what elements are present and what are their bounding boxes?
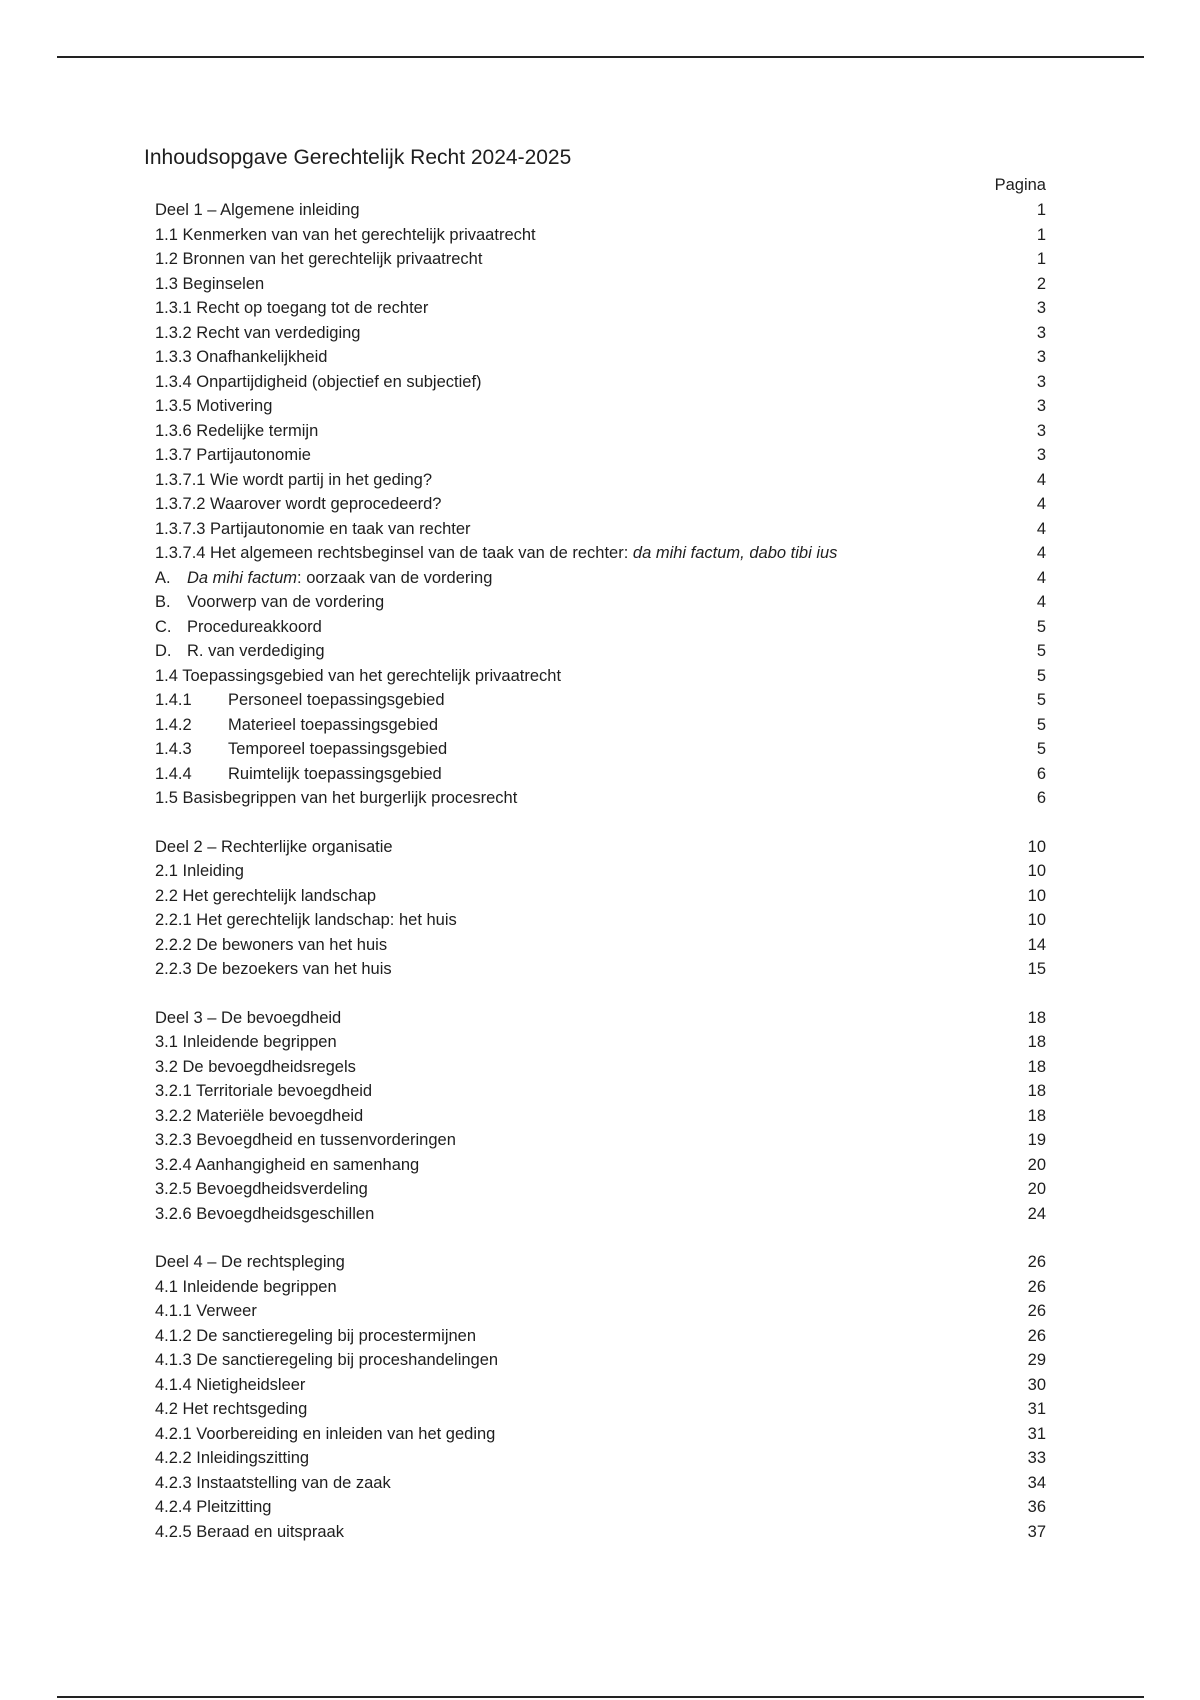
toc-entry [155, 223, 1046, 248]
toc-entry-page-number: 37 [1027, 1522, 1046, 1541]
toc-entry [155, 713, 1046, 738]
toc-entry-page-number: 3 [1036, 372, 1046, 391]
toc-entry-label [155, 786, 517, 811]
toc-entry [155, 468, 1046, 493]
toc-entry [155, 247, 1046, 272]
toc-entry [155, 1006, 1046, 1031]
toc-entry-label [155, 1177, 368, 1202]
toc-entry-label [155, 1348, 498, 1373]
toc-entry [155, 1128, 1046, 1153]
toc-entry-label [155, 443, 311, 468]
toc-entry-page-number: 26 [1027, 1253, 1046, 1271]
toc-entry-label [155, 615, 322, 640]
toc-entry [155, 762, 1046, 787]
toc-entry [155, 664, 1046, 689]
toc-entry-page-number: 3 [1036, 299, 1046, 317]
toc-entry-page-number: 4 [1036, 495, 1046, 513]
toc-entry-label [155, 1275, 337, 1300]
table-of-contents [155, 198, 1046, 1544]
toc-entry-text: 2.2.2 De bewoners van het huis [155, 935, 388, 954]
toc-entry-page-number: 10 [1027, 886, 1046, 905]
toc-entry-text: : oorzaak van de vordering [297, 568, 493, 587]
toc-entry-text: 1.3 Beginselen [155, 274, 265, 293]
toc-entry-page-number: 26 [1027, 1302, 1046, 1320]
toc-entry [155, 859, 1046, 884]
toc-entry-text: 3.2.1 Territoriale bevoegdheid [155, 1082, 373, 1100]
toc-entry-label [155, 272, 264, 297]
toc-entry-label [155, 1299, 257, 1324]
toc-entry-page-number: 5 [1036, 691, 1046, 709]
toc-entry-text: 3.2.5 Bevoegdheidsverdeling [155, 1180, 368, 1198]
toc-entry-page-number: 33 [1027, 1449, 1046, 1467]
toc-entry-page-number: 10 [1027, 837, 1046, 856]
toc-entry-label [155, 688, 445, 713]
toc-entry-page-number: 24 [1027, 1204, 1046, 1223]
toc-entry-text: 1.2 Bronnen van het gerechtelijk privaatrecht [155, 250, 483, 268]
toc-entry-page-number: 5 [1036, 642, 1046, 660]
toc-entry-page-number: 10 [1027, 862, 1046, 880]
toc-entry-label [155, 1079, 372, 1104]
toc-entry-text: 4.2.4 Pleitzitting [155, 1498, 272, 1516]
toc-entry-label [155, 664, 561, 689]
toc-entry [155, 1373, 1046, 1398]
toc-entry-label [155, 884, 376, 909]
toc-entry-label [155, 296, 428, 321]
toc-entry-label [155, 1202, 374, 1227]
toc-entry [155, 492, 1046, 517]
toc-entry-text: 2.2 Het gerechtelijk landschap [155, 886, 377, 905]
toc-entry [155, 345, 1046, 370]
toc-entry [155, 419, 1046, 444]
toc-entry-label [155, 1128, 456, 1153]
toc-entry [155, 884, 1046, 909]
toc-entry-page-number: 10 [1027, 911, 1046, 929]
toc-entry-number: 1.4.2 [155, 715, 192, 734]
toc-entry-label [155, 541, 837, 566]
toc-entry-label [155, 737, 447, 762]
toc-entry [155, 517, 1046, 542]
toc-entry-text: Procedureakkoord [187, 617, 322, 636]
toc-entry-label [155, 566, 492, 591]
footer-rule [57, 1696, 1144, 1698]
toc-section [155, 198, 1046, 811]
toc-entry [155, 639, 1046, 664]
toc-entry-page-number: 4 [1036, 568, 1046, 587]
toc-entry-number: C. [155, 617, 172, 636]
toc-entry [155, 1520, 1046, 1545]
toc-entry-page-number: 1 [1036, 250, 1046, 268]
toc-entry [155, 296, 1046, 321]
toc-section [155, 835, 1046, 982]
toc-entry-page-number: 3 [1036, 397, 1046, 415]
toc-entry [155, 1055, 1046, 1080]
toc-entry [155, 1177, 1046, 1202]
toc-entry-label [155, 1153, 419, 1178]
toc-entry-page-number: 5 [1036, 715, 1046, 734]
toc-entry-page-number: 18 [1027, 1008, 1046, 1027]
toc-entry [155, 1471, 1046, 1496]
toc-entry-text: 4.1.3 De sanctieregeling bij proceshandelingen [155, 1351, 499, 1369]
toc-entry-page-number: 14 [1027, 935, 1046, 954]
toc-entry-label [155, 1006, 341, 1031]
toc-entry-label [155, 1030, 337, 1055]
toc-entry-page-number: 6 [1036, 764, 1046, 783]
toc-entry-page-number: 4 [1036, 593, 1046, 611]
toc-entry-label [155, 835, 393, 860]
toc-entry-text: 1.3.5 Motivering [155, 397, 273, 415]
toc-entry-text: 4.1 Inleidende begrippen [155, 1277, 337, 1296]
toc-section [155, 1006, 1046, 1227]
toc-entry-italic: Da mihi factum [187, 568, 298, 587]
toc-entry-number: D. [155, 642, 172, 660]
page-column-label: Pagina [994, 176, 1046, 194]
toc-entry-page-number: 18 [1027, 1082, 1046, 1100]
toc-entry [155, 1030, 1046, 1055]
toc-entry-page-number: 34 [1027, 1473, 1046, 1492]
toc-entry [155, 541, 1046, 566]
toc-entry [155, 1299, 1046, 1324]
toc-entry-page-number: 20 [1027, 1155, 1046, 1174]
toc-entry-number: 1.4.3 [155, 740, 192, 758]
toc-entry-text: R. van verdediging [187, 642, 325, 660]
toc-entry-text: 1.1 Kenmerken van van het gerechtelijk privaatrecht [155, 225, 536, 244]
toc-entry [155, 1446, 1046, 1471]
toc-entry-label [155, 468, 432, 493]
toc-entry-page-number: 36 [1027, 1498, 1046, 1516]
toc-entry-label [155, 419, 318, 444]
toc-entry [155, 1422, 1046, 1447]
toc-entry-text: 4.2.1 Voorbereiding en inleiden van het geding [155, 1424, 496, 1443]
toc-entry-page-number: 5 [1036, 617, 1046, 636]
toc-entry-page-number: 5 [1036, 666, 1046, 685]
toc-entry-page-number: 4 [1036, 470, 1046, 489]
toc-entry-page-number: 6 [1036, 789, 1046, 807]
toc-entry [155, 443, 1046, 468]
toc-entry-label [155, 394, 272, 419]
toc-entry-page-number: 31 [1027, 1424, 1046, 1443]
toc-entry-text: 3.2.3 Bevoegdheid en tussenvorderingen [155, 1131, 456, 1149]
toc-entry-label [155, 1520, 344, 1545]
toc-entry-italic: da mihi factum, dabo tibi ius [632, 544, 838, 562]
toc-entry-text: 2.2.1 Het gerechtelijk landschap: het huis [155, 911, 457, 929]
toc-entry [155, 1153, 1046, 1178]
toc-entry-page-number: 31 [1027, 1400, 1046, 1418]
toc-entry-label [155, 639, 325, 664]
toc-entry-label [155, 1471, 391, 1496]
toc-entry-label [155, 247, 482, 272]
toc-entry-label [155, 1422, 495, 1447]
toc-entry-text: 1.5 Basisbegrippen van het burgerlijk procesrecht [155, 789, 518, 807]
toc-section [155, 1250, 1046, 1544]
toc-entry [155, 1250, 1046, 1275]
toc-entry-label [155, 713, 438, 738]
toc-entry [155, 908, 1046, 933]
toc-entry-page-number: 5 [1036, 740, 1046, 758]
toc-entry [155, 1324, 1046, 1349]
toc-entry [155, 1275, 1046, 1300]
toc-entry-page-number: 26 [1027, 1326, 1046, 1345]
toc-entry-label [155, 1397, 307, 1422]
toc-entry-text: Deel 1 – Algemene inleiding [155, 201, 360, 219]
toc-entry-text: 3.2.4 Aanhangigheid en samenhang [155, 1155, 420, 1174]
toc-entry-page-number: 26 [1027, 1277, 1046, 1296]
toc-entry-page-number: 15 [1027, 960, 1046, 978]
toc-entry-text: 1.3.2 Recht van verdediging [155, 323, 361, 342]
toc-entry-label [155, 1250, 345, 1275]
toc-entry-text: 1.3.6 Redelijke termijn [155, 421, 319, 440]
toc-entry [155, 370, 1046, 395]
toc-entry-label [155, 933, 387, 958]
toc-entry [155, 933, 1046, 958]
toc-entry-text: 4.2.3 Instaatstelling van de zaak [155, 1473, 391, 1492]
toc-entry-page-number: 18 [1027, 1057, 1046, 1076]
toc-entry-text: Temporeel toepassingsgebied [228, 740, 448, 758]
toc-entry-text: 4.1.2 De sanctieregeling bij procestermijnen [155, 1326, 477, 1345]
toc-entry-text: Personeel toepassingsgebied [228, 691, 445, 709]
toc-entry-text: 1.3.7.3 Partijautonomie en taak van rechter [155, 519, 471, 538]
toc-entry-text: 3.2.6 Bevoegdheidsgeschillen [155, 1204, 375, 1223]
toc-entry-page-number: 4 [1036, 519, 1046, 538]
toc-entry [155, 688, 1046, 713]
toc-entry-text: 4.1.4 Nietigheidsleer [155, 1375, 306, 1394]
toc-entry [155, 394, 1046, 419]
toc-entry [155, 1202, 1046, 1227]
toc-entry-page-number: 18 [1027, 1106, 1046, 1125]
toc-entry-label [155, 1373, 305, 1398]
toc-entry [155, 1397, 1046, 1422]
toc-entry-text: 4.1.1 Verweer [155, 1302, 257, 1320]
toc-entry [155, 786, 1046, 811]
toc-entry-label [155, 223, 536, 248]
toc-entry-label [155, 370, 482, 395]
toc-entry-page-number: 1 [1036, 225, 1046, 244]
toc-entry-text: 1.3.7.2 Waarover wordt geprocedeerd? [155, 495, 442, 513]
toc-entry [155, 1495, 1046, 1520]
header-rule [57, 56, 1144, 58]
toc-entry [155, 957, 1046, 982]
toc-entry-page-number: 29 [1027, 1351, 1046, 1369]
toc-entry-text: Voorwerp van de vordering [187, 593, 385, 611]
toc-entry-text: 3.2.2 Materiële bevoegdheid [155, 1106, 364, 1125]
toc-entry-text: 1.4 Toepassingsgebied van het gerechtelijk privaatrecht [155, 666, 562, 685]
toc-entry-page-number: 30 [1027, 1375, 1046, 1394]
toc-entry-number: A. [155, 568, 171, 587]
toc-entry-label [155, 517, 471, 542]
toc-entry-label [155, 198, 360, 223]
toc-entry-page-number: 3 [1036, 348, 1046, 366]
toc-entry [155, 1348, 1046, 1373]
toc-entry [155, 615, 1046, 640]
toc-entry-text: Materieel toepassingsgebied [228, 715, 439, 734]
toc-entry-label [155, 1324, 476, 1349]
toc-entry [155, 835, 1046, 860]
toc-entry-page-number: 4 [1036, 544, 1046, 562]
toc-entry-text: Deel 3 – De bevoegdheid [155, 1008, 342, 1027]
toc-entry-text: 1.3.7 Partijautonomie [155, 446, 311, 464]
toc-entry-text: 3.2 De bevoegdheidsregels [155, 1057, 356, 1076]
document-title: Inhoudsopgave Gerechtelijk Recht 2024-2025 [144, 146, 572, 169]
toc-entry-text: 4.2 Het rechtsgeding [155, 1400, 308, 1418]
toc-entry-text: 1.3.1 Recht op toegang tot de rechter [155, 299, 429, 317]
toc-entry [155, 566, 1046, 591]
toc-entry-text: Deel 2 – Rechterlijke organisatie [155, 837, 393, 856]
toc-entry-label [155, 321, 360, 346]
toc-entry-number: B. [155, 593, 171, 611]
toc-entry [155, 272, 1046, 297]
toc-entry-text: 1.3.7.4 Het algemeen rechtsbeginsel van de taak van de rechter: [155, 544, 633, 562]
toc-entry-page-number: 20 [1027, 1180, 1046, 1198]
toc-entry-text: 1.3.3 Onafhankelijkheid [155, 348, 328, 366]
toc-entry [155, 198, 1046, 223]
toc-entry [155, 321, 1046, 346]
toc-entry [155, 590, 1046, 615]
toc-entry-number: 1.4.1 [155, 691, 192, 709]
toc-entry-label [155, 492, 441, 517]
toc-entry-label [155, 762, 442, 787]
toc-entry-page-number: 2 [1036, 274, 1046, 293]
toc-entry-page-number: 19 [1027, 1131, 1046, 1149]
toc-entry-label [155, 1055, 356, 1080]
toc-entry-text: 4.2.2 Inleidingszitting [155, 1449, 310, 1467]
toc-entry-label [155, 1104, 363, 1129]
toc-entry [155, 1104, 1046, 1129]
toc-entry-label [155, 345, 327, 370]
toc-entry-text: 4.2.5 Beraad en uitspraak [155, 1522, 344, 1541]
toc-entry [155, 737, 1046, 762]
toc-entry-label [155, 590, 384, 615]
toc-entry-label [155, 957, 392, 982]
toc-entry-text: 1.3.4 Onpartijdigheid (objectief en subjectief) [155, 372, 482, 391]
toc-entry [155, 1079, 1046, 1104]
toc-entry-number: 1.4.4 [155, 764, 192, 783]
toc-entry-page-number: 18 [1027, 1033, 1046, 1051]
toc-entry-text: 3.1 Inleidende begrippen [155, 1033, 337, 1051]
toc-entry-page-number: 3 [1036, 323, 1046, 342]
toc-entry-label [155, 908, 457, 933]
toc-entry-text: 1.3.7.1 Wie wordt partij in het geding? [155, 470, 432, 489]
toc-entry-text: Ruimtelijk toepassingsgebied [228, 764, 442, 783]
toc-entry-page-number: 3 [1036, 446, 1046, 464]
toc-entry-label [155, 1495, 271, 1520]
toc-entry-text: 2.2.3 De bezoekers van het huis [155, 960, 392, 978]
toc-entry-label [155, 1446, 309, 1471]
toc-entry-text: Deel 4 – De rechtspleging [155, 1253, 345, 1271]
toc-entry-page-number: 3 [1036, 421, 1046, 440]
toc-entry-text: 2.1 Inleiding [155, 862, 244, 880]
toc-entry-page-number: 1 [1036, 201, 1046, 219]
toc-entry-label [155, 859, 244, 884]
